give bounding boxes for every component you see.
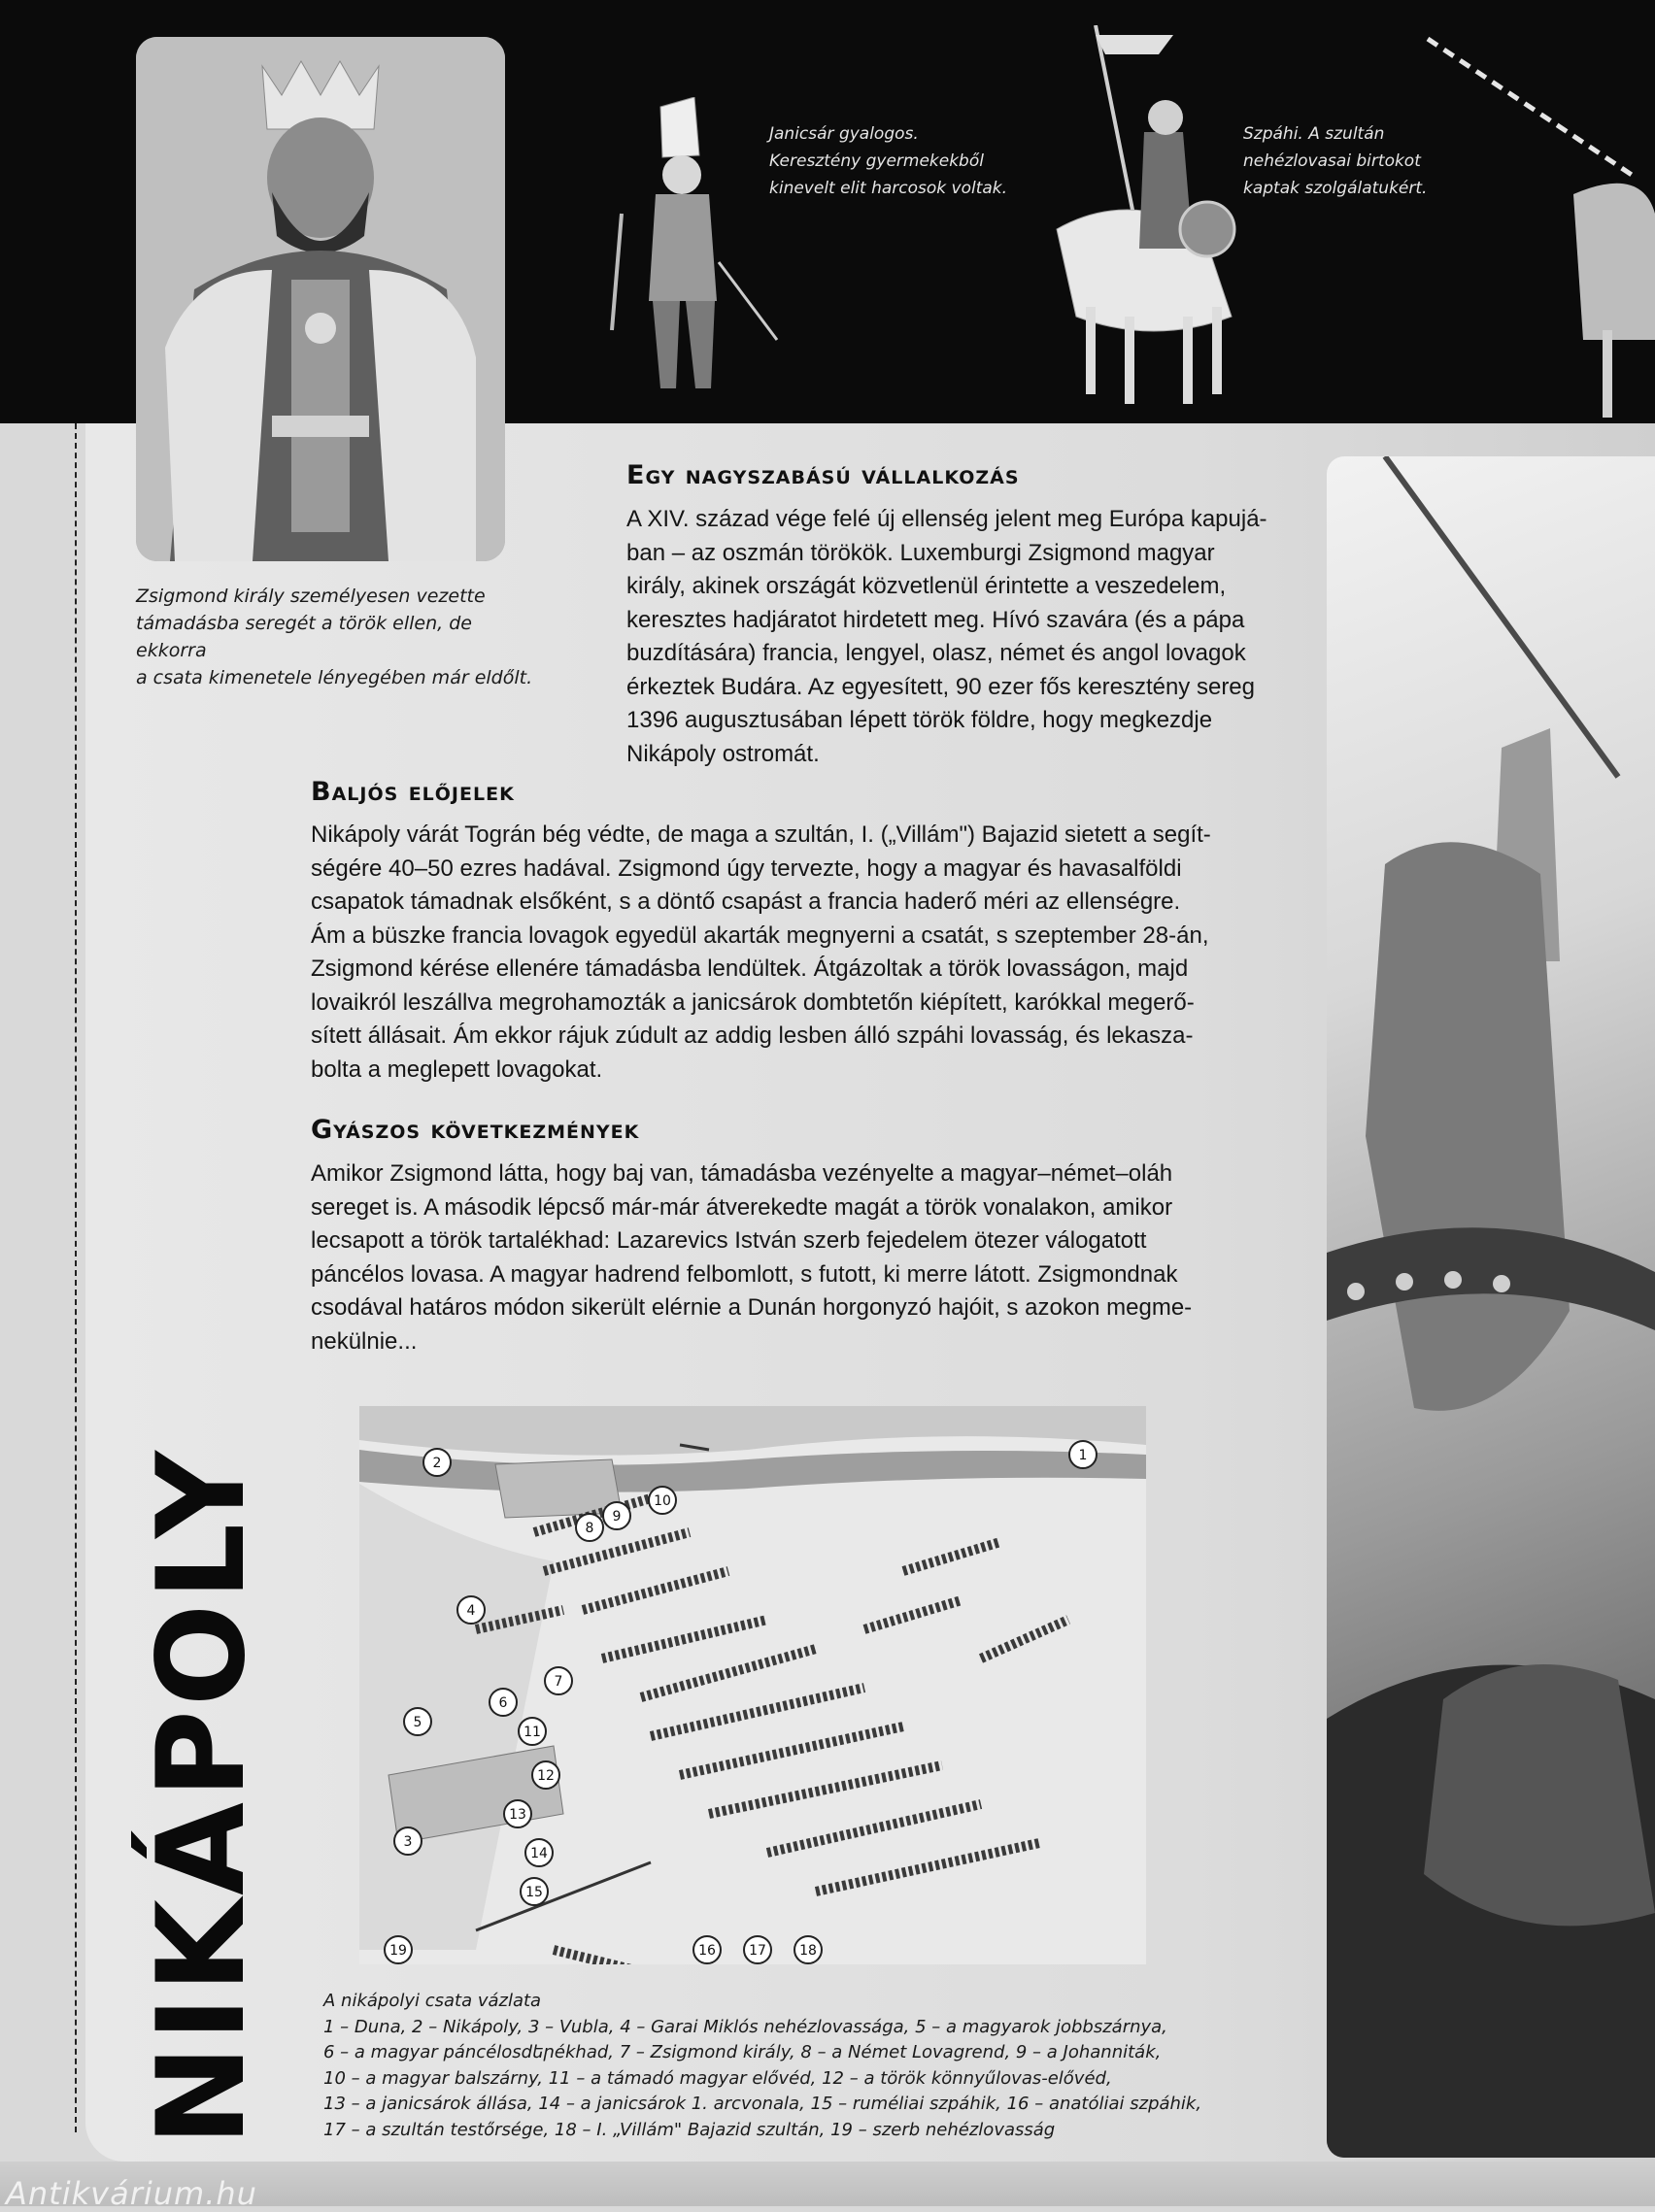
svg-text:8: 8 (585, 1521, 594, 1536)
battle-map-drawing (359, 1406, 1146, 1964)
map-marker-12 (532, 1761, 559, 1789)
svg-text:6: 6 (498, 1695, 508, 1711)
map-marker-9 (603, 1502, 630, 1529)
map-marker-3 (394, 1827, 422, 1855)
svg-text:16: 16 (698, 1943, 716, 1959)
map-marker-15 (521, 1878, 548, 1905)
battle-artwork-panel (1327, 456, 1655, 2158)
section-title-vallalkozas: Egy nagyszabású vállalkozás (626, 460, 1020, 490)
spahi-caption: Szpáhi. A szultán nehézlovasai birtokot kaptak szolgálatukért. (1243, 124, 1428, 198)
map-marker-4 (457, 1596, 485, 1624)
svg-text:3: 3 (403, 1834, 413, 1850)
fold-dashed-line (75, 423, 77, 2132)
janissary-illustration (602, 97, 787, 418)
svg-text:4: 4 (466, 1603, 476, 1619)
map-marker-16 (693, 1936, 721, 1963)
map-marker-11 (519, 1718, 546, 1745)
map-marker-1 (1069, 1441, 1097, 1468)
knight-lance-illustration (1418, 19, 1655, 427)
svg-text:17: 17 (749, 1943, 766, 1959)
svg-text:12: 12 (537, 1768, 555, 1784)
svg-text:11: 11 (524, 1725, 541, 1740)
section-body-kovetkezmenyek: Amikor Zsigmond látta, hogy baj van, támadásba vezényelte a magyar–német–oláh sereget is. A második lépcső már-már átverekedte magát a török vonalakon, amikor lecsapott a török tartalékhad: Lazarevics István szerb fejedelem ötezer válogatott páncélos lovasa. A magyar hadrend felbomlott, s futott, ki merre látott. Zsigmondnak csodával határos módon sikerült elérnie a Dunán horgonyzó hajóit, s azokon megme- nekülnie... (311, 1160, 1193, 1355)
svg-text:2: 2 (432, 1456, 442, 1471)
king-portrait-card (136, 37, 505, 561)
svg-text:10: 10 (654, 1493, 671, 1509)
map-marker-6 (490, 1689, 517, 1716)
svg-text:14: 14 (530, 1846, 548, 1861)
svg-text:19: 19 (389, 1943, 407, 1959)
svg-text:18: 18 (799, 1943, 817, 1959)
section-title-eloejelek: Baljós előjelek (311, 777, 515, 807)
charging-knight-illustration (1327, 456, 1655, 2158)
map-marker-8 (576, 1514, 603, 1541)
watermark: Antikvárium.hu (6, 2175, 257, 2212)
map-marker-14 (525, 1839, 553, 1866)
section-body-vallalkozas: A XIV. század vége felé új ellenség jelent meg Európa kapujá- ban – az oszmán törökök. Luxemburgi Zsigmond magyar király, akinek országát közvetlenül érintette a veszedelem, keresztes hadjáratot hirdetett meg. Hívó szavára (és a pápa buzdítására) francia, lengyel, olasz, német és angol lovagok érkeztek Budára. Az egyesített, 90 ezer fős keresztény sereg 1396 augusztusában lépett török földre, hogy megkezdje Nikápoly ostromát. (626, 506, 1267, 767)
svg-text:1: 1 (1078, 1448, 1088, 1463)
map-marker-5 (404, 1708, 431, 1735)
map-marker-7 (545, 1667, 572, 1694)
spahi-rider-illustration (1037, 25, 1319, 433)
section-body-eloejelek: Nikápoly várát Tográn bég védte, de maga a szultán, I. („Villám") Bajazid sietett a segít- ségére 40–50 ezres hadával. Zsigmond úgy tervezte, hogy a magyar és havasalföldi csapatok támadnak elsőként, s a döntő csapást a francia haderő méri az ellenségre. Ám a büszke francia lovagok egyedül akarták megnyerni a csatát, s szeptember 28-án, Zsigmond kérése ellenére támadásba lendültek. Átgázoltak a török lovasságon, majd lovaikról leszállva megrohamozták a janicsárok dombtetőn kiépített, karókkal megerő- sített állásait. Ám ekkor rájuk zúdult az addig lesben álló szpáhi lovasság, és lekasza- bolta a meglepett lovagokat. (311, 821, 1211, 1083)
svg-text:15: 15 (525, 1885, 543, 1900)
svg-text:13: 13 (509, 1807, 526, 1823)
svg-text:9: 9 (612, 1509, 622, 1525)
svg-text:5: 5 (413, 1715, 422, 1730)
svg-text:7: 7 (554, 1674, 563, 1690)
battle-map-caption: A nikápolyi csata vázlata 1 – Duna, 2 – Nikápoly, 3 – Vubla, 4 – Garai Miklós nehézlovassága, 5 – a magyarok jobbszárnya, 6 – a magyar páncélosdերékhad, 7 – Zsigmond király, 8 – a Német Lovagrend, 9 – a Johanniták, 10 – a magyar balszárny, 11 – a támadó magyar elővéd, 12 – a török könnyűlovas-elővéd, 13 – a janicsárok állása, 14 – a janicsárok 1. arcvonala, 15 – ruméliai szpáhik, 16 – anatóliai szpáhik, 17 – a szultán testőrsége, 18 – I. „Villám" Bajazid szultán, 19 – szerb nehézlovasság (323, 1991, 1202, 2140)
map-marker-2 (423, 1449, 451, 1476)
battle-map (359, 1406, 1146, 1964)
vertical-title: NIKÁPOLY (132, 1447, 272, 2146)
king-portrait (136, 37, 505, 561)
map-marker-19 (385, 1936, 412, 1963)
king-caption: Zsigmond király személyesen vezette támadásba seregét a török ellen, de ekkorra a csata kimenetele lényegében már eldőlt. (136, 586, 533, 688)
map-marker-10 (649, 1487, 676, 1514)
map-marker-17 (744, 1936, 771, 1963)
map-marker-13 (504, 1800, 531, 1827)
janissary-caption: Janicsár gyalogos. Keresztény gyermekekből kinevelt elit harcosok voltak. (769, 124, 1008, 198)
map-marker-18 (794, 1936, 822, 1963)
section-title-kovetkezmenyek: Gyászos következmények (311, 1115, 640, 1145)
